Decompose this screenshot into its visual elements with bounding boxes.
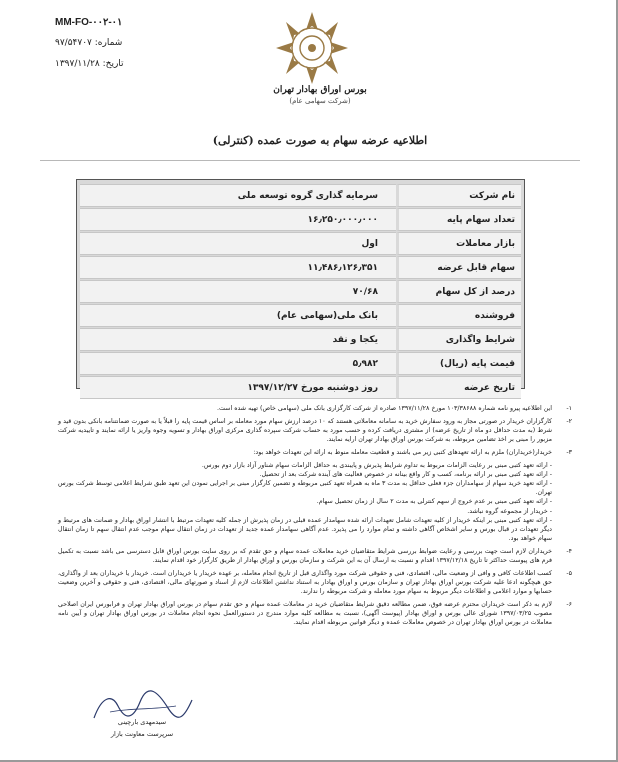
- row-value: سرمایه گذاری گروه توسعه ملی: [80, 184, 396, 207]
- table-row: [80, 304, 521, 327]
- paragraph-text: کارگزاران خریدار در صورتی مجاز به ورود سفارش خرید به سامانه معاملاتی هستند که ۱۰ درصد ارزش سهام مورد معامله بر اساس قیمت پایه را قبلاً یا به صورت ضمانتنامه بانکی بدون قید و شرط (به مدت حداقل دو ماه از تاریخ عرضه) از مشتری دریافت کرده و حسب مورد به حساب شرکت سپرده گذاری مرکزی اوراق بهادار و تسویه وجوه واریز یا ارائه نمایند و تاییدیه شرکت مزبور را مبنی بر اخذ تضامین مربوطه، به شرکت بورس اوراق بهادار تهران ارایه نمایند.: [58, 417, 552, 444]
- document-meta: [55, 12, 145, 75]
- brand-name: بورس اوراق بهادار تهران: [273, 85, 367, 95]
- row-value: یکجا و نقد: [80, 328, 396, 351]
- table-row: [80, 328, 521, 351]
- row-label: بازار معاملات: [396, 232, 521, 255]
- page-title: اطلاعیه عرضه سهام به صورت عمده (کنترلی): [212, 134, 428, 147]
- row-label: درصد از کل سهام: [396, 280, 521, 303]
- paragraph: [58, 547, 572, 565]
- row-value: اول: [80, 232, 396, 255]
- paragraph: [58, 448, 572, 457]
- commitment-item: - ارائه تعهد کتبی مبنی بر رعایت الزامات مربوط به تداوم شرایط پذیرش و پایبندی به حداقل الزامات سهام شناور آزاد بازار دوم بورس.: [201, 461, 552, 469]
- brand-subtitle: (شرکت سهامی عام): [289, 97, 351, 105]
- table-row: [80, 232, 521, 255]
- table-row: [80, 352, 521, 375]
- commitment-item: - ارائه تعهد کتبی مبنی بر عدم خروج از سهم کنترلی به مدت ۲ سال از زمان تحصیل سهام.: [316, 498, 552, 506]
- paragraph-text: این اطلاعیه پیرو نامه شماره ۱۰۳/۳۸۶۸۸ مورخ ۱۳۹۷/۱۱/۲۸ صادره از شرکت کارگزاری بانک ملی (سهامی خاص) تهیه شده است.: [216, 405, 552, 412]
- table-row: [80, 256, 521, 279]
- table-row: [80, 376, 521, 399]
- paragraph-number: ۵-: [566, 569, 572, 577]
- paragraph: [58, 404, 572, 413]
- row-label: نام شرکت: [396, 184, 521, 207]
- row-value: ۱۱٫۴۸۶٫۱۲۶٫۳۵۱: [80, 256, 396, 279]
- letter-number: شماره: ۹۷/۵۴۷۰۷: [55, 38, 123, 48]
- form-code: MM-FO-۰۰۲-۰۱: [55, 17, 123, 28]
- paragraph-number: ۴-: [566, 547, 572, 555]
- paragraph-text: خریداران لازم است جهت بررسی و رعایت ضوابط بررسی شرایط متقاضیان خرید معاملات عمده سهام و حق تقدم که بر روی سایت بورس اوراق قابل دسترسی می باشد نسبت به تکمیل فرم های پیوست حداکثر تا تاریخ ۱۳۹۷/۱۲/۱۸ اقدام و نسبت به ارسال آن به این شرکت و سازمان بورس و اوراق بهادار از طریق کارگزار خود اقدام نمایند.: [58, 547, 552, 565]
- commitment-item: - خریدار از مجموعه گروه نباشد.: [467, 507, 552, 515]
- paragraph-text: لازم به ذکر است خریداران محترم عرضه فوق، ضمن مطالعه دقیق شرایط متقاضیان خرید در معاملات عمده سهام و حق تقدم سهام در بورس اوراق بهادار تهران و فرابورس ایران اصلاحی مصوب ۱۳۹۷/۰۳/۲۵ شورای عالی بورس و اوراق بهادار (پیوست آگهی)، نسبت به مطالعه کلیه موارد مندرج در دستورالعمل نحوه انجام معاملات در بورس اوراق بهادار تهران و آیین نامه معاملات در بورس اوراق بهادار تهران در خصوص معاملات عمده و دیگر قوانین مربوطه اقدام نمایند.: [58, 600, 552, 627]
- commitment-item: - ارائه تعهد کتبی مبنی بر اینکه خریدار از کلیه تعهدات شامل تعهدات ارائه شده سهامدار عمده قبلی در زمان پذیرش از جمله کلیه تعهدات مرتبط با انتشار اوراق بهادار و ضمانت های مرتبط و دیگر تعهدات در قبال بورس و سایر اشخاص آگاهی داشته و تمام موارد را می پذیرد. عدم آگاهی سهامدار عمده جدید از تعهدات در زمان انتقال سهام موجب عدم انتقال سهم تا زمان انتقال سهام خواهد بود.: [58, 516, 552, 543]
- signatory-name: سیدمهدی بارچینی: [117, 718, 167, 726]
- paragraph-number: ۶-: [566, 600, 572, 608]
- paragraph-text: خریدار(خریداران) ملزم به ارائه تعهدهای کتبی زیر می باشند و قطعیت معامله منوط به ارائه این تعهدات خواهد بود:: [253, 448, 552, 456]
- table-row: [80, 184, 521, 207]
- info-table: [80, 183, 521, 400]
- paragraph: [58, 417, 572, 445]
- row-label: قیمت پایه (ریال): [396, 352, 521, 375]
- row-label: فروشنده: [396, 304, 521, 327]
- paragraph: [58, 569, 572, 597]
- row-label: سهام قابل عرضه: [396, 256, 521, 279]
- commitments-list: [58, 461, 572, 544]
- table-row: [80, 280, 521, 303]
- commitment-item: - ارائه تعهد خرید سهام از سهامداران جزء فعلی حداقل به مدت ۳ ماه به همراه تعهد کتبی مربوطه و تضمین کارگزار مبنی بر اجرایی نمودن این تعهد طبق شرایط اعلامی توسط شرکت بورس تهران.: [58, 479, 552, 497]
- row-value: ۵٫۹۸۲: [80, 352, 396, 375]
- row-label: تاریخ عرضه: [396, 376, 521, 399]
- row-value: ۷۰/۶۸: [80, 280, 396, 303]
- row-label: تعداد سهام پایه: [396, 208, 521, 231]
- table-row: [80, 208, 521, 231]
- info-table-frame: [76, 179, 525, 393]
- paragraph-text: کسب اطلاعات کافی و وافی از وضعیت مالی، اقتصادی، فنی و حقوقی شرکت مورد واگذاری قبل از تاریخ انجام معامله، بر عهده خریدار یا خریداران است. خریدار یا خریداران بعد از واگذاری، حق هیچگونه ادعا علیه شرکت بورس اوراق بهادار تهران و سازمان بورس و اوراق بهادار به استناد نداشتن اطلاعات لازم از اسناد و صورتهای مالی، اقتصادی، فنی و حقوقی و آخرین وضعیت حسابها و موارد اعلامی و اطلاعات دیگر مربوط به سهام مورد معامله و شرکت مربوطه را ندارند.: [58, 569, 552, 596]
- row-value: بانک ملی(سهامی عام): [80, 304, 396, 327]
- paragraph-number: ۳-: [566, 448, 572, 456]
- paragraph: [58, 600, 572, 628]
- row-value: روز دوشنبه مورخ ۱۳۹۷/۱۲/۲۷: [80, 376, 396, 399]
- commitment-item: - ارائه تعهد کتبی مبنی بر ارائه برنامه، کسب و کار واقع بینانه در خصوص فعالیت های آینده شرکت بعد از تحصیل.: [259, 470, 552, 478]
- paragraph-number: ۲-: [566, 417, 572, 425]
- letter-date: تاریخ: ۱۳۹۷/۱۱/۲۸: [55, 59, 124, 69]
- brand-block: [250, 84, 390, 106]
- paragraph-number: ۱-: [566, 405, 572, 412]
- notice-body: [58, 404, 572, 631]
- signatory-role: سرپرست معاونت بازار: [110, 730, 174, 738]
- row-value: ۱۶٫۲۵۰٫۰۰۰٫۰۰۰: [80, 208, 396, 231]
- title-divider: [40, 160, 580, 161]
- exchange-logo: [266, 8, 358, 88]
- row-label: شرایط واگذاری: [396, 328, 521, 351]
